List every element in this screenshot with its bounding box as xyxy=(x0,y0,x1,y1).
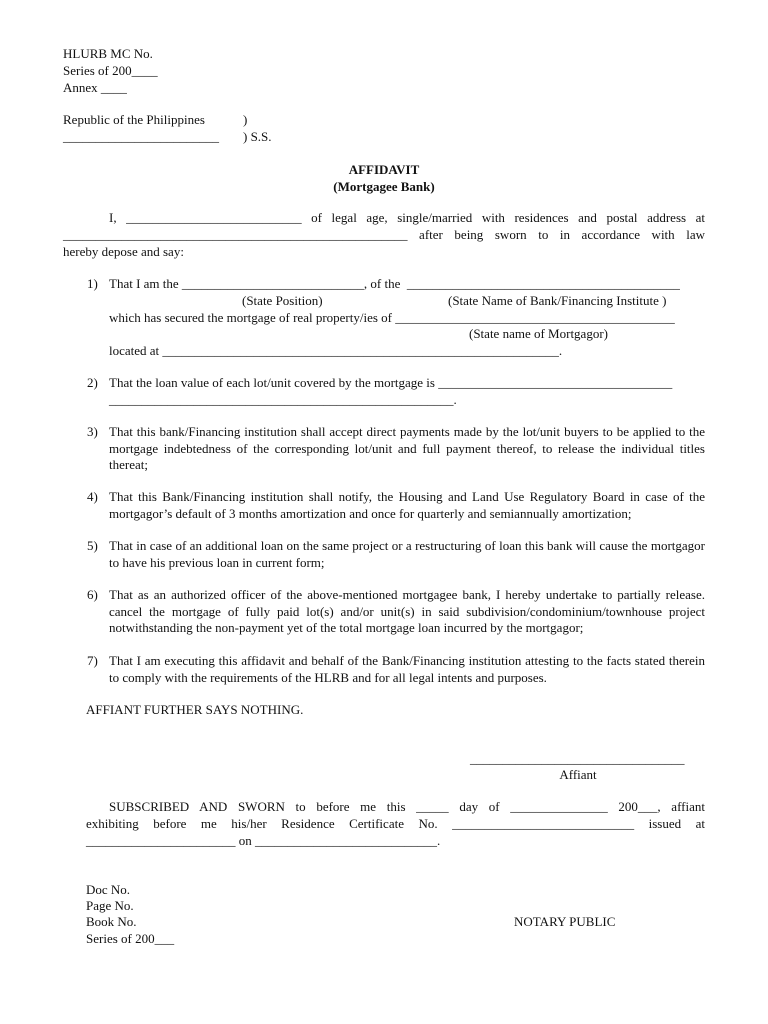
intro-line-2: _____________________________________________________ after being sworn to in accordance with law xyxy=(63,227,705,242)
item-4-text: That this Bank/Financing institution shall notify, the Housing and Land Use Regulatory Board in case of the mortgagor’s default of 3 months amortization and once for quarterly and semiannually amortization; xyxy=(109,489,705,521)
item-7-text: That I am executing this affidavit and behalf of the Bank/Financing institution attesting to the facts stated therein to comply with the requirements of the HLRB and for all legal intents and purposes. xyxy=(109,653,705,685)
item-6-text: That as an authorized officer of the above-mentioned mortgagee bank, I hereby undertake to partially release. cancel the mortgage of fully paid lot(s) and/or unit(s) in said subdivision/condominium/townhouse project notwithstanding the non-payment yet of the total mortgage loan incurred by the mortgagor; xyxy=(109,587,705,635)
item-6-number: 6) xyxy=(87,587,98,602)
item-1-line-3: located at _____________________________________________________________. xyxy=(109,343,563,358)
notarial-series: Series of 200___ xyxy=(86,931,175,946)
jurat-line-1: SUBSCRIBED AND SWORN to before me this _____ day of _______________ 200___, affiant xyxy=(109,799,705,814)
venue-ss: ) S.S. xyxy=(243,129,272,144)
notarial-book-no: Book No. xyxy=(86,914,137,929)
item-5-text: That in case of an additional loan on the same project or a restructuring of loan this bank will cause the mortgagor to have his previous loan in current form; xyxy=(109,538,705,570)
venue-blank: ________________________ xyxy=(63,129,219,144)
intro-line-3: hereby depose and say: xyxy=(63,244,184,259)
item-1-line-2: which has secured the mortgage of real property/ies of ___________________________________________ xyxy=(109,310,675,325)
closing-statement: AFFIANT FURTHER SAYS NOTHING. xyxy=(86,702,304,717)
item-2-line-1: That the loan value of each lot/unit covered by the mortgage is ____________________________________ xyxy=(109,375,673,390)
venue-paren-1: ) xyxy=(243,112,248,127)
item-4-number: 4) xyxy=(87,489,98,504)
document-title: AFFIDAVIT xyxy=(348,162,420,177)
label-state-mortgagor: (State name of Mortgagor) xyxy=(469,326,608,341)
header-annex: Annex ____ xyxy=(63,80,127,95)
item-3-text: That this bank/Financing institution shall accept direct payments made by the lot/unit buyers to be applied to the mortgage indebtedness of the corresponding lot/unit and full payment thereof, to release the individual titles thereat; xyxy=(109,424,705,472)
document-subtitle: (Mortgagee Bank) xyxy=(333,179,435,194)
item-2-number: 2) xyxy=(87,375,98,390)
notarial-doc-no: Doc No. xyxy=(86,882,131,897)
item-7-number: 7) xyxy=(87,653,98,668)
intro-line-1: I, ___________________________ of legal age, single/married with residences and postal address at xyxy=(109,210,705,225)
item-1-number: 1) xyxy=(87,276,98,291)
header-mc-no: HLURB MC No. xyxy=(63,46,153,61)
item-3-number: 3) xyxy=(87,424,98,439)
jurat-line-2: exhibiting before me his/her Residence Certificate No. ____________________________ issued at xyxy=(86,816,705,831)
venue-republic: Republic of the Philippines xyxy=(63,112,205,127)
affiant-label: Affiant xyxy=(559,767,597,782)
label-state-position: (State Position) xyxy=(242,293,323,308)
header-series: Series of 200____ xyxy=(63,63,158,78)
jurat-line-3: _______________________ on ____________________________. xyxy=(86,833,441,848)
label-state-bank: (State Name of Bank/Financing Institute ) xyxy=(448,293,667,308)
item-5-number: 5) xyxy=(87,538,98,553)
item-2-line-2: _____________________________________________________. xyxy=(109,392,457,407)
affiant-signature-line: _________________________________ xyxy=(470,751,685,766)
notary-public-label: NOTARY PUBLIC xyxy=(514,914,616,929)
notarial-page-no: Page No. xyxy=(86,898,134,913)
item-1-line-1: That I am the ____________________________, of the __________________________________________ xyxy=(109,276,680,291)
